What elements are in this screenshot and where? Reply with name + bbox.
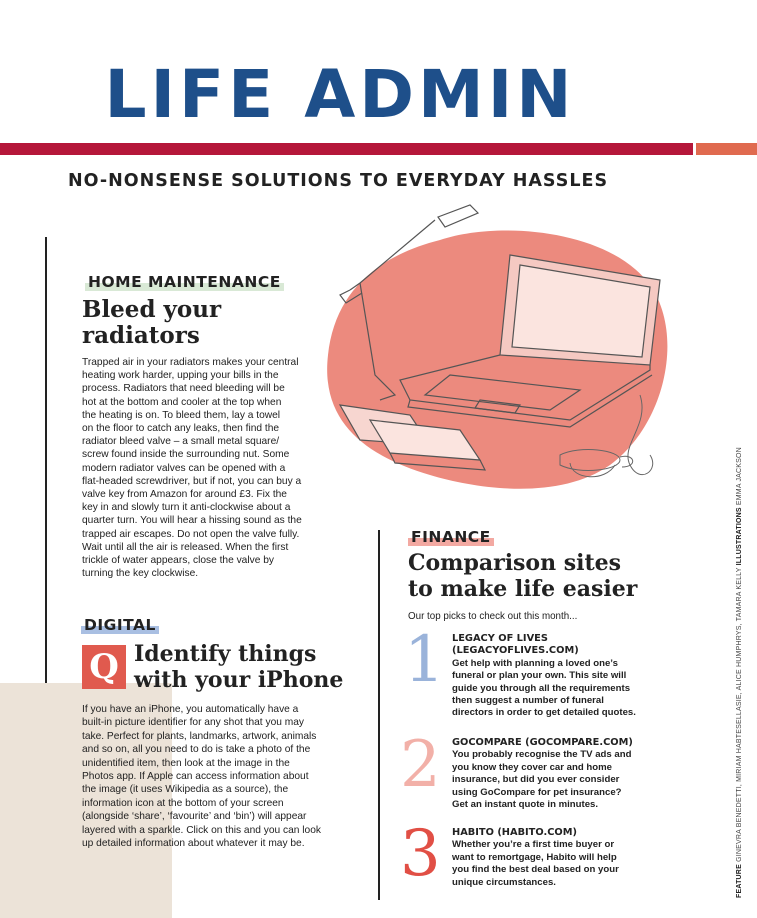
home-body bbox=[82, 356, 332, 580]
pick-1-title-line-2: (LEGACYOFLIVES.COM) bbox=[452, 645, 579, 657]
q-icon: Q bbox=[82, 645, 126, 689]
pick-3 bbox=[452, 827, 652, 889]
home-body-line: Trapped air in your radiators makes your central bbox=[82, 357, 299, 368]
digital-category: DIGITAL bbox=[81, 616, 159, 634]
laptop-lamp-illustration bbox=[320, 195, 690, 505]
home-body-line: trickle of water appears, close the valve by bbox=[82, 555, 274, 567]
home-headline bbox=[82, 297, 221, 350]
home-body-line: key in and slowly turn it anti-clockwise about a bbox=[82, 502, 291, 514]
finance-category: FINANCE bbox=[408, 528, 494, 546]
credits-illustrations-names: EMMA JACKSON bbox=[736, 447, 743, 506]
pick-2-body-line: You probably recognise the TV ads and bbox=[452, 749, 632, 761]
home-body-line: quarter turn. You will hear a hissing sound as the bbox=[82, 515, 302, 527]
pick-3-body-line: want to remortgage, Habito will help bbox=[452, 851, 617, 863]
home-body-line: flat-headed screwdriver, but if not, you can buy a bbox=[82, 475, 302, 487]
digital-body-line: built-in picture identifier for any shot that you may bbox=[82, 717, 304, 729]
credits-illustrations-label: ILLUSTRATIONS bbox=[736, 507, 743, 566]
home-body-line: valve key from Amazon for around £3. Fix the bbox=[82, 489, 287, 501]
digital-body bbox=[82, 703, 352, 850]
digital-headline-line-1: Identify things bbox=[134, 641, 317, 667]
credits bbox=[736, 447, 743, 898]
pick-2-body-line: using GoCompare for pet insurance? bbox=[452, 786, 622, 798]
digital-body-line: the image (it uses Wikipedia as a source), the bbox=[82, 784, 289, 796]
header-bar-red bbox=[0, 143, 693, 155]
home-body-line: the heating is on. To bleed them, lay a towel bbox=[82, 409, 281, 421]
pick-3-number: 3 bbox=[400, 817, 441, 891]
digital-headline-line-2: with your iPhone bbox=[134, 667, 344, 693]
credits-feature-label: FEATURE bbox=[736, 864, 743, 898]
home-body-line: hot at the bottom and cooler at the top when bbox=[82, 396, 282, 408]
pick-1 bbox=[452, 633, 652, 720]
pick-3-title-line-1: HABITO (HABITO.COM) bbox=[452, 827, 577, 838]
pick-1-body-line: then suggest a number of funeral bbox=[452, 695, 604, 707]
pick-1-number: 1 bbox=[404, 623, 445, 697]
pick-3-body-line: you find the best deal based on your bbox=[452, 864, 619, 876]
finance-intro: Our top picks to check out this month... bbox=[408, 611, 578, 622]
pick-2-title-line-1: GOCOMPARE (GOCOMPARE.COM) bbox=[452, 737, 633, 748]
home-body-line: modern radiator valves can be opened with a bbox=[82, 462, 286, 474]
pick-2-number: 2 bbox=[400, 728, 441, 802]
home-headline-line-2: radiators bbox=[82, 322, 200, 350]
home-body-line: heating work harder, upping your bills in the bbox=[82, 370, 279, 382]
home-body-line: process. Radiators that need bleeding will be bbox=[82, 383, 285, 395]
home-body-line: screw found inside the surrounding nut. Some bbox=[82, 449, 290, 461]
home-body-line: turning the key clockwise. bbox=[82, 568, 199, 580]
digital-body-line: up detailed information about whatever it may be. bbox=[82, 838, 305, 850]
finance-headline-line-2: to make life easier bbox=[408, 576, 638, 602]
digital-body-line: layered with a sparkle. Click on this and you can look bbox=[82, 824, 321, 836]
pick-2-body-line: you know they cover car and home bbox=[452, 761, 612, 773]
home-headline-line-1: Bleed your bbox=[82, 296, 222, 323]
digital-body-line: Photos app. If Apple can access information about bbox=[82, 771, 309, 783]
digital-body-line: information icon at the bottom of your screen bbox=[82, 797, 284, 809]
pick-1-body-line: Get help with planning a loved one’s bbox=[452, 657, 618, 669]
pick-1-title-line-1: LEGACY OF LIVES bbox=[452, 633, 548, 644]
home-body-line: radiator bleed valve – a small metal square/ bbox=[82, 436, 280, 448]
page-title: LIFE ADMIN bbox=[104, 56, 576, 133]
digital-headline bbox=[134, 641, 343, 693]
pick-2-body-line: insurance, but did you ever consider bbox=[452, 774, 620, 786]
pick-2-body-line: Get an instant quote in minutes. bbox=[452, 799, 599, 811]
home-body-line: on the floor to catch any leaks, then find the bbox=[82, 423, 280, 435]
digital-body-line: and so on, all you need to do is take a photo of the bbox=[82, 744, 311, 756]
digital-body-line: (alongside ‘share’, ‘favourite’ and ‘bin’) will appear bbox=[82, 811, 307, 823]
finance-headline-line-1: Comparison sites bbox=[408, 550, 622, 576]
pick-1-body-line: guide you through all the requirements bbox=[452, 682, 631, 694]
pick-2 bbox=[452, 737, 652, 811]
pick-1-body-line: directors in order to get detailed quotes. bbox=[452, 707, 636, 719]
pick-3-body-line: Whether you’re a first time buyer or bbox=[452, 839, 615, 851]
home-body-line: trapped air escapes. Do not open the valve fully. bbox=[82, 528, 300, 540]
home-maintenance-category: HOME MAINTENANCE bbox=[85, 273, 284, 291]
pick-1-body-line: funeral or plan your own. This site will bbox=[452, 670, 627, 682]
digital-body-line: unidentified item, then look at the image in the bbox=[82, 757, 290, 769]
credits-feature-names: GINEVRA BENEDETTI, MIRIAM HABTESELLASIE, ALICE HUMPHRYS, TAMARA KELLY bbox=[736, 567, 743, 862]
middle-column-rule bbox=[378, 530, 380, 900]
home-body-line: Wait until all the air is released. When the first bbox=[82, 541, 289, 553]
header-bar-orange bbox=[696, 143, 757, 155]
pick-3-body-line: unique circumstances. bbox=[452, 876, 556, 888]
page-subtitle: NO-NONSENSE SOLUTIONS TO EVERYDAY HASSLES bbox=[68, 171, 609, 191]
finance-headline bbox=[408, 550, 637, 602]
digital-body-line: If you have an iPhone, you automatically have a bbox=[82, 704, 299, 715]
digital-body-line: take. Perfect for plants, landmarks, artwork, animals bbox=[82, 730, 317, 742]
